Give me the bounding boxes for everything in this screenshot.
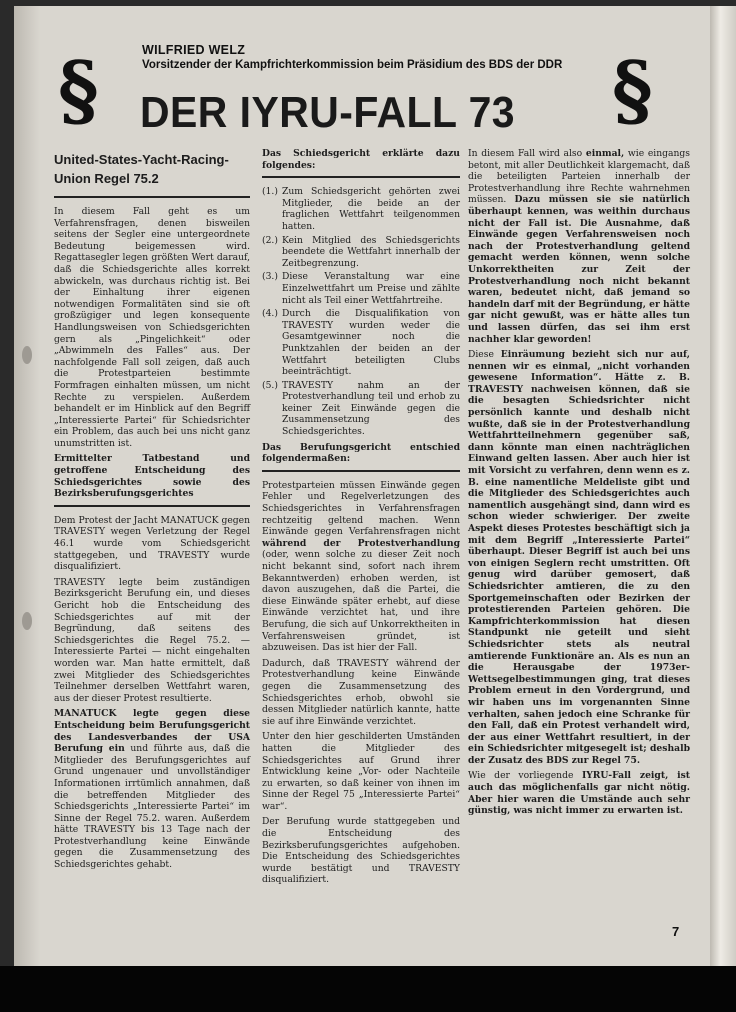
- paragraph: [262, 480, 460, 654]
- item-number: (3.): [262, 271, 278, 283]
- intro-paragraph: In diesem Fall geht es um Verfahrensfragen, denen bisweilen seitens der Segler eine untergeordnete Bedeutung beigemessen wird. Regattasegler legen größten Wert darauf, daß die Schiedsgerichte alles korrekt abwickeln, was durchaus richtig ist. Bei der Einhaltung ihrer eigenen notwendigen Formalitäten sind sie oft großzügiger und legen konsequente Handlungsweisen von Schiedsgerichten gern als „Pingelichkeit“ oder „Abwimmeln des Falles“ aus. Der nachfolgende Fall soll zeigen, daß auch die Protestparteien bestimmte Formfragen einhalten müssen, um nicht Rechte zu verspielen. Außerdem behandelt er im Hinblick auf den Begriff „Interessierte Partei“ für Schiedsrichter ein Problem, das auch bei uns nicht ganz unumstritten ist.: [54, 206, 250, 449]
- text: und führte aus, daß die Mitglieder des Berufungsgerichtes auf Grund ungenauer und unvollständiger Informationen irrtümlich annahmen, daß die betreffenden Mitglieder des Schiedsgerichts „Interessierte Partei“ im Sinne der Regel 75.2. waren. Außerdem hätte TRAVESTY bis 13 Tage nach der Protestverhandlung keine Einwände gegen die Zusammensetzung des Schiedsgerichtes gehabt.: [54, 743, 250, 871]
- divider: [54, 505, 250, 507]
- text: wie eingangs betont, mit aller Deutlichkeit klargemacht, daß die beteiligten Parteien innerhalb der Protestverhandlung ihre Rechte wahrnehmen müssen.: [468, 148, 690, 206]
- section-symbol-right: §: [612, 45, 653, 136]
- paragraph: [468, 148, 690, 345]
- emphasis: IYRU-Fall zeigt, ist auch das möglichenfalls gar nicht nötig. Aber hier waren die Umstände auch sehr günstig, was nicht immer zu erwarten ist.: [468, 770, 690, 817]
- item-text: Kein Mitglied des Schiedsgerichts beendete die Wettfahrt innerhalb der Zeitbegrenzung.: [282, 234, 460, 269]
- item-number: (2.): [262, 234, 278, 246]
- text: (oder, wenn solche zu dieser Zeit noch nicht bekannt sind, sofort nach ihrem Bekanntwerden) erhoben werden, ist davon auszugehen, daß die Partei, die diese Einwände später erhebt, auf diese Einwände verzichtet hat, und ihre Berufung, die sich auf Unkorrektheiten in Verfahrensweisen gründet, ist abzuweisen. Das ist hier der Fall.: [262, 549, 460, 654]
- divider: [262, 470, 460, 472]
- item-number: (4.): [262, 308, 278, 320]
- paragraph: Unter den hier geschilderten Umständen hatten die Mitglieder des Schiedsgerichtes auf Grund ihrer Entwicklung keine „Vor- oder Nachteile zu erwarten, so daß keiner von ihnen im Sinne der Regel 75 „Interessierte Partei“ war“.: [262, 731, 460, 812]
- paragraph: [468, 770, 690, 816]
- page-number: 7: [672, 924, 680, 939]
- paragraph: TRAVESTY legte beim zuständigen Bezirksgericht Berufung ein, und dieses Gericht hob die Entscheidung des Schiedsgerichtes auf mit der Begründung, daß seitens des Schiedsgerichtes die Regel 75.2. — Interessierte Partei — nicht eingehalten worden war. Man hatte ermittelt, daß zwei Mitglieder des Schiedsgerichtes Teilnehmer derselben Wettfahrt waren, aus der dieser Protest resultierte.: [54, 576, 250, 704]
- list-item: [262, 380, 460, 438]
- paragraph: [468, 349, 690, 766]
- list-item: [262, 186, 460, 232]
- text: Protestparteien müssen Einwände gegen Fehler und Regelverletzungen des Schiedsgerichtes in Verfahrensfragen rechtzeitig geltend machen. Wenn Einwände gegen Verfahrensfragen nicht: [262, 479, 460, 538]
- divider: [262, 176, 460, 178]
- article-subtitle: United-States-Yacht-Racing-Union Regel 75.2: [54, 152, 229, 186]
- item-text: Diese Veranstaltung war eine Einzelwettfahrt um Preise und zählte nicht als Teil einer Wettfahrtreihe.: [282, 271, 460, 306]
- declaration-heading: Das Schiedsgericht erklärte dazu folgendes:: [262, 148, 460, 171]
- list-item: [262, 308, 460, 378]
- page-spine: [14, 6, 40, 966]
- paragraph: [54, 708, 250, 870]
- emphasis: während der Protestverhandlung: [262, 537, 460, 549]
- item-number: (5.): [262, 379, 278, 391]
- paragraph: Dem Protest der Jacht MANATUCK gegen TRAVESTY wegen Verletzung der Regel 46.1 wurde vom Schiedsgericht stattgegeben, und TRAVESTY wurde disqualifiziert.: [54, 514, 250, 573]
- page-edge: [710, 6, 736, 966]
- paragraph: Dadurch, daß TRAVESTY während der Protestverhandlung keine Einwände gegen die Zusammensetzung des Schiedsgerichtes erhob, obwohl sie dessen Mitglieder natürlich kannte, hatte sie auf ihre Einwände verzichtet.: [262, 657, 460, 727]
- scan-border: [0, 966, 736, 1012]
- list-item: [262, 235, 460, 270]
- emphasis: MANATUCK legte gegen diese Entscheidung beim Berufungsgericht des Landesverbandes der USA Berufung ein: [54, 708, 250, 755]
- appeal-heading: Das Berufungsgericht entschied folgendermaßen:: [262, 441, 460, 465]
- column-1: [54, 146, 250, 875]
- item-text: Zum Schiedsgericht gehörten zwei Mitglieder, die beide an der fraglichen Wettfahrt teilgenommen hatten.: [282, 186, 460, 232]
- text: Diese: [468, 349, 501, 361]
- section-symbol-left: §: [58, 45, 99, 136]
- facts-heading: Ermittelter Tatbestand und getroffene Entscheidung des Schiedsgerichtes sowie des Bezirksberufungsgerichtes: [54, 453, 250, 500]
- author-role: Vorsitzender der Kampfrichterkommission beim Präsidium des BDS der DDR: [142, 59, 563, 71]
- column-2: [262, 148, 460, 890]
- item-text: Durch die Disqualifikation von TRAVESTY wurden weder die Gesamtgewinner noch die Punktzahlen der beiden an der Wettfahrt beteiligten Clubs beeinträchtigt.: [282, 308, 460, 378]
- text: In diesem Fall wird also: [468, 148, 586, 159]
- emphasis: Dazu müssen sie sie natürlich überhaupt kennen, was weithin durchaus nicht der Fall ist. Die Ausnahme, daß Einwände gegen Verfahrensweisen noch nach der Protestverhandlung geltend gemacht werden können, wenn solche Unkorrektheiten zur Zeit der Protestverhandlung noch nicht bekannt waren, bedeutet nicht, daß jemand so handeln darf mit der Begründung, er hätte gar nicht gewußt, was er hätte alles tun und lassen dürfen, das sei ihm erst nachher klar geworden!: [468, 194, 690, 345]
- divider: [54, 196, 250, 198]
- item-number: (1.): [262, 186, 278, 198]
- column-3: [468, 148, 690, 821]
- paragraph: Der Berufung wurde stattgegeben und die Entscheidung des Bezirksberufungsgerichtes aufgehoben. Die Entscheidung des Schiedsgerichtes wurde bestätigt und TRAVESTY disqualifiziert.: [262, 816, 460, 886]
- text: Wie der vorliegende: [468, 770, 582, 782]
- article-title: DER IYRU-FALL 73: [140, 88, 516, 137]
- binding-hole: [22, 612, 32, 630]
- binding-hole: [22, 346, 32, 364]
- emphasis: Einräumung bezieht sich nur auf, nennen wir es einmal, „nicht vorhanden gewesene Information“. Hätte z. B. TRAVESTY nachweisen können, daß sie die besagten Schiedsrichter nicht persönlich kannte und deshalb nicht wußte, daß sie in der Protestverhandlung Wettfahrtteilnehmern gegenüber saß, dann könnte man einen nachträglichen Einwand gelten lassen. Aber auch hier ist mit Vorsicht zu verfahren, denn wenn es z. B. eine namentliche Meldeliste gibt und die Mitglieder des Schiedsgerichtes auch namentlich ausgehängt sind, dann wird es schon wieder schwieriger. Der zweite Aspekt dieses Protestes beschäftigt sich ja mit dem Begriff „Interessierte Partei“ überhaupt. Dieser Begriff ist auch bei uns von einigen Seglern recht umstritten. Oft genug wird darüber gemosert, daß Schiedsrichter amtieren, die zu den Sportgemeinschaften oder Bezirken der protestierenden Parteien gehören. Die Kampfrichterkommission hat diesen Standpunkt nie geteilt und sieht Schiedsrichter stets als neutral amtierende Funktionäre an. Als es nun an die Herausgabe der 1973er-Wettsegelbestimmungen ging, trat dieses Problem erneut in den Vordergrund, und wir haben uns im vorgenannten Sinne verhalten, sahen jedoch eine Schranke für den Fall, daß ein Protest verhandelt wird, der aus einer Wettfahrt resultiert, in der ein Schiedsrichter mitgesegelt ist; deshalb der Zusatz des BDS zur Regel 75.: [468, 349, 690, 766]
- list-item: [262, 271, 460, 306]
- declaration-list: [262, 186, 460, 437]
- author-name: WILFRIED WELZ: [142, 43, 246, 57]
- item-text: TRAVESTY nahm an der Protestverhandlung teil und erhob zu keiner Zeit Einwände gegen die Zusammensetzung des Schiedsgerichtes.: [282, 379, 460, 438]
- emphasis: einmal,: [585, 148, 625, 159]
- magazine-page: [14, 6, 710, 966]
